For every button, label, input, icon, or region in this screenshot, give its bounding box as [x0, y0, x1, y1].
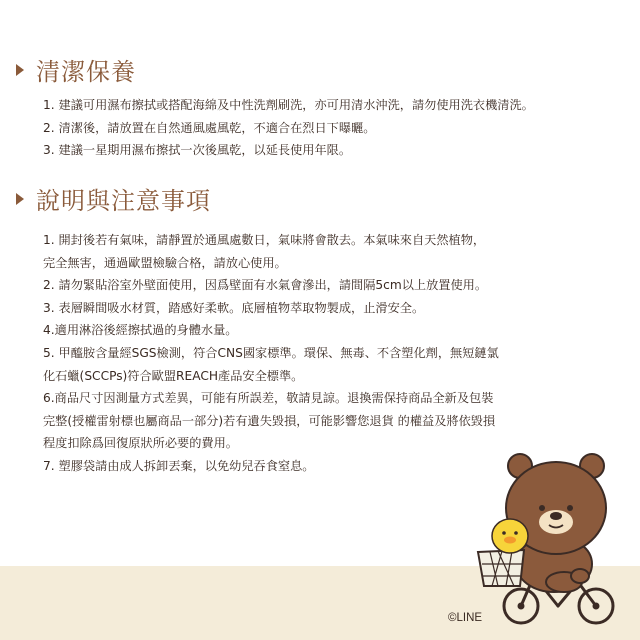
list-item: 2. 清潔後，請放置在自然通風處風乾，不適合在烈日下曝曬。	[43, 120, 376, 135]
triangle-bullet-icon	[16, 193, 24, 205]
list-item: 完整(授權雷射標也屬商品一部分)若有遺失毀損，可能影響您退貨 的權益及將依毀損	[43, 413, 496, 428]
chick-character	[492, 519, 528, 553]
list-item: 4.適用淋浴後經擦拭過的身體水量。	[43, 323, 238, 338]
list-item: 程度扣除爲回復原狀所必要的費用。	[43, 436, 238, 451]
triangle-bullet-icon	[16, 64, 24, 76]
section-cleaning-header	[16, 52, 136, 87]
list-item: 6.商品尺寸因測量方式差異，可能有所誤差，敬請見諒。退換需保持商品全新及包裝	[43, 391, 494, 406]
list-item: 完全無害，通過歐盟檢驗合格，請放心使用。	[43, 255, 287, 270]
bear-eye-right	[567, 505, 573, 511]
list-item: 化石蠟(SCCPs)符合歐盟REACH產品安全標準。	[43, 368, 304, 383]
section-notes-header	[16, 181, 211, 216]
list-item: 1. 建議可用濕布擦拭或搭配海綿及中性洗劑刷洗，亦可用清水沖洗，請勿使用洗衣機清洗。	[43, 98, 534, 112]
bear-nose	[550, 512, 562, 520]
list-item: 3. 建議一星期用濕布擦拭一次後風乾，以延長使用年限。	[43, 143, 352, 158]
list-item: 5. 甲醯胺含量經SGS檢測，符合CNS國家標準。環保、無毒、不含塑化劑，無短鏈氯	[43, 345, 499, 360]
bear-eye-left	[539, 505, 545, 511]
list-item: 3. 表層瞬間吸水材質，踏感好柔軟。底層植物萃取物製成，止滑安全。	[43, 300, 425, 315]
notes-list	[43, 229, 499, 478]
section-title: 清潔保養	[36, 58, 136, 86]
list-item: 7. 塑膠袋請由成人拆卸丟棄，以免幼兒吞食窒息。	[43, 458, 315, 473]
cleaning-list	[43, 94, 534, 162]
copyright-label: ©LINE	[448, 612, 483, 624]
bear-bicycle-illustration	[468, 436, 640, 640]
section-title: 說明與注意事項	[36, 187, 211, 215]
bicycle-basket	[478, 550, 524, 586]
list-item: 1. 開封後若有氣味，請靜置於通風處數日，氣味將會散去。本氣味來自天然植物，	[43, 233, 486, 247]
list-item: 2. 請勿緊貼浴室外壁面使用，因爲壁面有水氣會滲出，請間隔5cm以上放置使用。	[43, 278, 488, 293]
